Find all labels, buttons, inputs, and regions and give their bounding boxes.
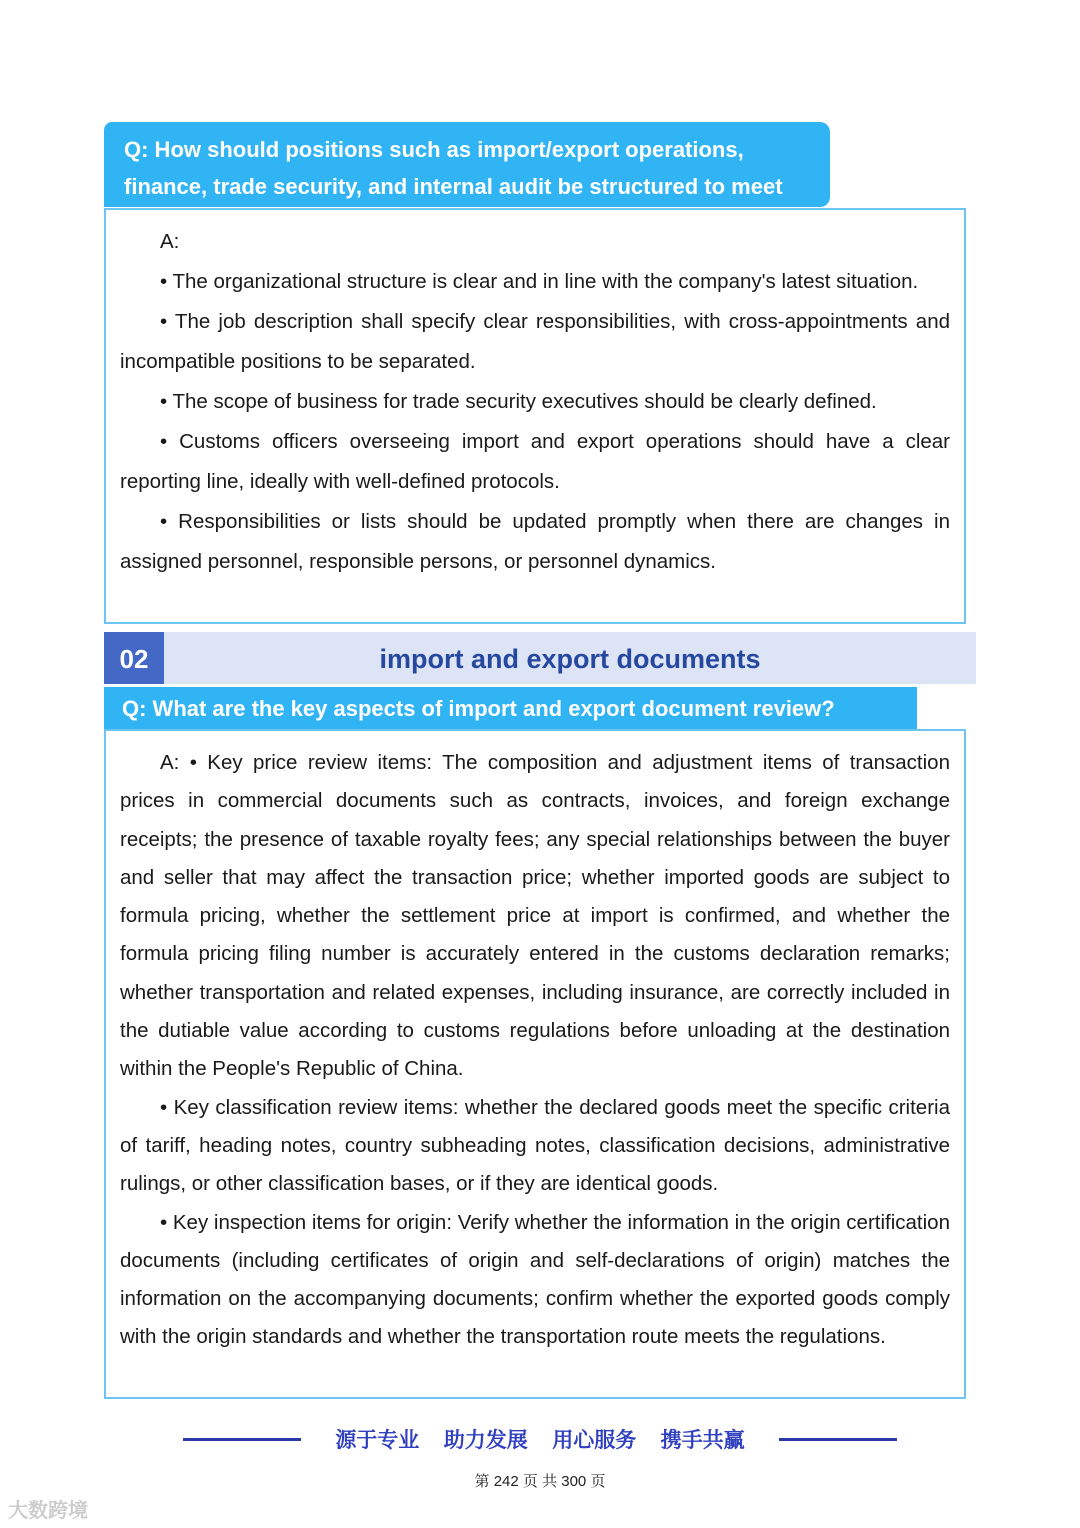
- footer-slogan: [0, 1424, 1080, 1454]
- divider-line: [183, 1438, 301, 1441]
- slogan-item: 携手共赢: [660, 1429, 745, 1452]
- answer-box-2: [104, 729, 966, 1399]
- divider-line: [779, 1438, 897, 1441]
- answer-label: A:: [160, 230, 180, 253]
- answer-paragraph: • Responsibilities or lists should be updated promptly when there are changes in assigned personnel, responsible persons, or personnel dynamics.: [120, 510, 950, 573]
- answer-paragraph: • Key classification review items: whether the declared goods meet the specific criteria of tariff, heading notes, country subheading notes, classification decisions, administrative rulings, or other classification bases, or if they are identical goods.: [120, 1095, 950, 1196]
- answer-box-1: [104, 208, 966, 624]
- question-header-2: Q: What are the key aspects of import and export document review?: [104, 687, 917, 729]
- answer-paragraph: • The job description shall specify clear responsibilities, with cross-appointments and incompatible positions to be separated.: [120, 310, 950, 373]
- answer-paragraph: • Customs officers overseeing import and export operations should have a clear reporting line, ideally with well-defined protocols.: [120, 430, 950, 493]
- section-number: 02: [104, 632, 164, 684]
- answer-paragraph: • The organizational structure is clear and in line with the company's latest situation.: [160, 270, 919, 293]
- section-title: import and export documents: [379, 644, 761, 674]
- slogan-item: 源于专业: [335, 1429, 420, 1452]
- section-header: [104, 632, 976, 684]
- slogan-item: 助力发展: [443, 1429, 528, 1452]
- answer-paragraph: A: • Key price review items: The composition and adjustment items of transaction prices in commercial documents such as contracts, invoices, and foreign exchange receipts; the presence of taxable royalty fees; any special relationships between the buyer and seller that may affect the transaction price; whether imported goods are subject to formula pricing, whether the settlement price at import is confirmed, and whether the formula pricing filing number is accurately entered in the customs declaration remarks; whether transportation and related expenses, including insurance, are correctly included in the dutiable value according to customs regulations before unloading at the destination within the People's Republic of China.: [120, 751, 950, 1081]
- answer-paragraph: • Key inspection items for origin: Verify whether the information in the origin certification documents (including certificates of origin and self-declarations of origin) matches the information on the accompanying documents; confirm whether the exported goods comply with the origin standards and whether the transportation route meets the regulations.: [120, 1210, 950, 1349]
- page-number: 第 242 页 共 300 页: [474, 1473, 606, 1490]
- logo-text: 大数跨境: [8, 1500, 88, 1522]
- slogan-item: 用心服务: [552, 1429, 637, 1452]
- brand-logo: [8, 1494, 88, 1523]
- question-header-1: Q: How should positions such as import/export operations, finance, trade security, and internal audit be structured to meet: [104, 122, 830, 207]
- answer-paragraph: • The scope of business for trade security executives should be clearly defined.: [160, 390, 877, 413]
